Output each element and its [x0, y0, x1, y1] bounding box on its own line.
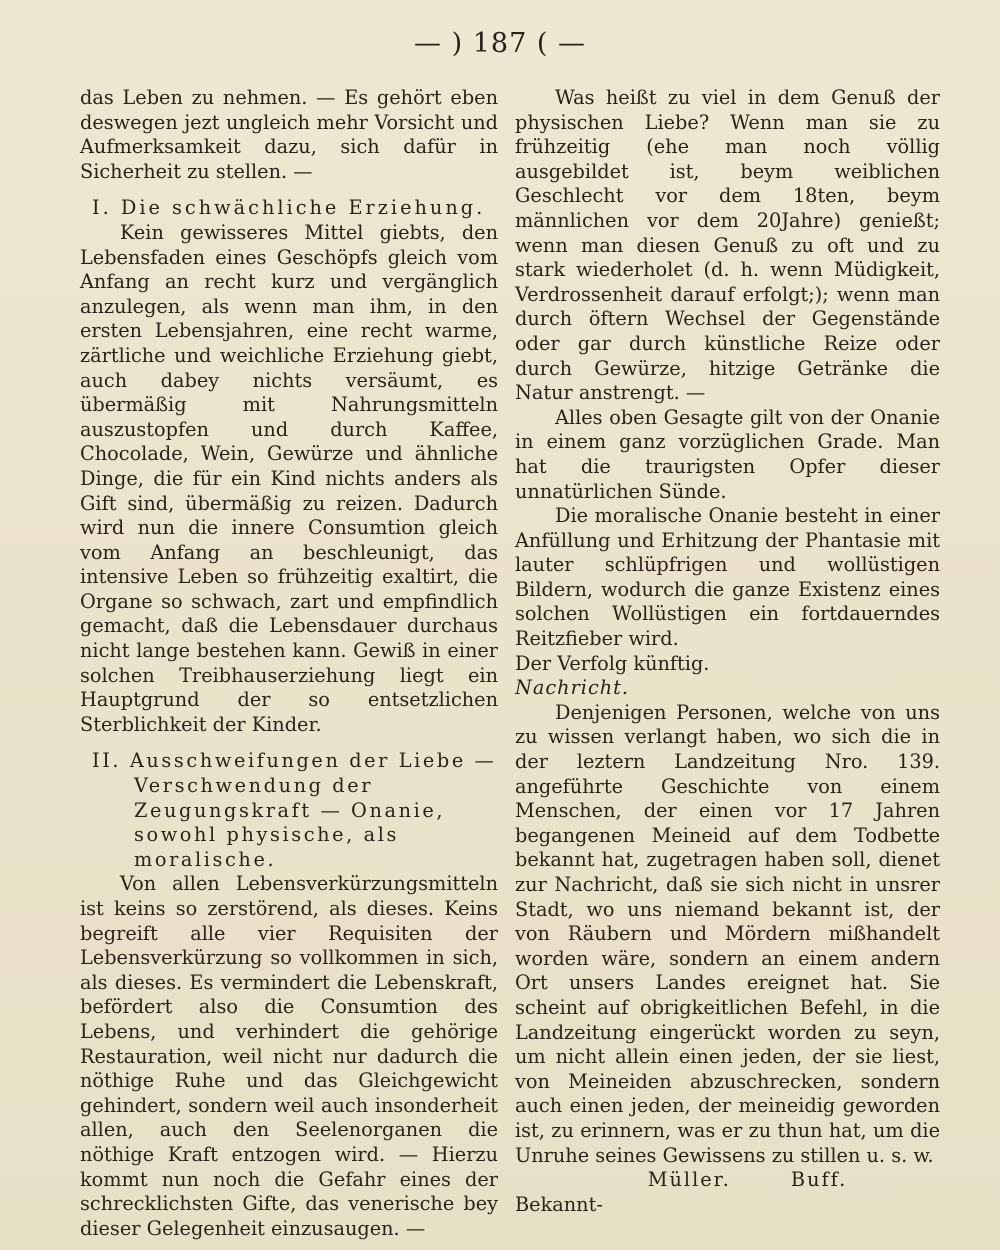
- continuation-note: Der Verfolg künftig.: [515, 651, 710, 675]
- section-2-paragraph: Von allen Lebensverkürzungsmitteln ist keins so zerstörend, als dieses. Keins begreift alle vier Requisiten der Lebensverkürzung so vollkommen in sich, als dieses. Es vermindert die Lebenskraft, befördert also die Consumtion des Lebens, und verhindert die gehörige Restauration, weil nicht nur dadurch die nöthige Ruhe und das Gleichgewicht gehindert, sondern weil auch insonderheit allen, auch den Seelenorganen die nöthige Kraft entzogen wird. — Hierzu kommt nun noch die Gefahr eines der schrecklichsten Gifte, das venerische bey dieser Gelegenheit einzusaugen. —: [80, 872, 498, 1240]
- notice-heading: Nachricht.: [515, 676, 630, 700]
- moral-onanie-paragraph: Die moralische Onanie besteht in einer Anfüllung und Erhitzung der Phantasie mit lauter schlüpfrigen und wollüstigen Bildern, wodurch die ganze Existenz eines solchen Wollüstigen ein fortdauerndes Reitzfieber wird.: [515, 504, 940, 651]
- intro-paragraph: das Leben zu nehmen. — Es gehört eben deswegen jezt ungleich mehr Vorsicht und Aufmerksamkeit dazu, sich dafür in Sicherheit zu stellen. —: [80, 86, 498, 183]
- signature-mueller: Müller.: [647, 1168, 731, 1192]
- notice-paragraph: Denjenigen Personen, welche von uns zu wissen verlangt haben, wo sich die in der leztern Landzeitung Nro. 139. angeführte Geschichte von einem Menschen, der einen vor 17 Jahren begangenen Meineid auf dem Todbette bekannt hat, zugetragen haben soll, dienet zur Nachricht, daß sie sich nicht in unsrer Stadt, wo uns niemand bekannt ist, der von Räubern und Mördern mißhandelt worden wäre, sondern an einem andern Ort unsers Landes ereignet hat. Sie scheint auf obrigkeitlichen Befehl, in die Landzeitung eingerückt worden zu seyn, um nicht allein einen jeden, der sie liest, von Meineiden abzuschrecken, sondern auch einen jeden, der meineidig geworden ist, zu erinnern, was er zu thun hat, um die Unruhe seines Gewissens zu stillen u. s. w.: [515, 700, 940, 1167]
- onanie-paragraph: Alles oben Gesagte gilt von der Onanie in einem ganz vorzüglichen Grade. Man hat die traurigsten Opfer dieser unnatürlichen Sünde.: [515, 405, 940, 503]
- section-heading-2: II. Ausschweifungen der Liebe — Verschwendung der Zeugungskraft — Onanie, sowohl physische, als moralische.: [92, 749, 497, 871]
- page-number: — ) 187 ( —: [414, 28, 586, 59]
- signature-line: [515, 1168, 940, 1193]
- right-column: [515, 86, 940, 1217]
- section-1-paragraph: Kein gewisseres Mittel giebts, den Lebensfaden eines Geschöpfs gleich vom Anfang an recht kurz und vergänglich anzulegen, als wenn man ihm, in den ersten Lebensjahren, eine recht warme, zärtliche und weichliche Erziehung giebt, auch dabey nichts versäumt, es übermäßig mit Nahrungsmitteln auszustopfen und durch Kaffee, Chocolade, Wein, Gewürze und ähnliche Dinge, die für ein Kind nichts anders als Gift sind, übermäßig zu reizen. Dadurch wird nun die innere Consumtion gleich vom Anfang an beschleunigt, das intensive Leben so frühzeitig exaltirt, die Organe so schwach, zart und empfindlich gemacht, daß die Lebensdauer durchaus nicht lange bestehen kann. Gewiß in einer solchen Treibhauserziehung liegt ein Hauptgrund der so entsetzlichen Sterblichkeit der Kinder.: [80, 220, 498, 736]
- section-heading-1: I. Die schwächliche Erziehung.: [92, 196, 486, 220]
- left-column: [80, 86, 498, 1241]
- signature-buff: Buff.: [790, 1168, 848, 1192]
- catchword: Bekannt-: [515, 1192, 603, 1216]
- physical-love-paragraph: Was heißt zu viel in dem Genuß der physischen Liebe? Wenn man sie zu frühzeitig (ehe man noch völlig ausgebildet ist, beym weiblichen Geschlecht vor dem 18ten, beym männlichen vor dem 20Jahre) genießt; wenn man diesen Genuß zu oft und zu stark wiederholet (d. h. wenn Müdigkeit, Verdrossenheit darauf erfolgt;); wenn man durch öftern Wechsel der Gegenstände oder gar durch künstliche Reize oder durch Gewürze, hitzige Getränke die Natur anstrengt. —: [515, 86, 940, 405]
